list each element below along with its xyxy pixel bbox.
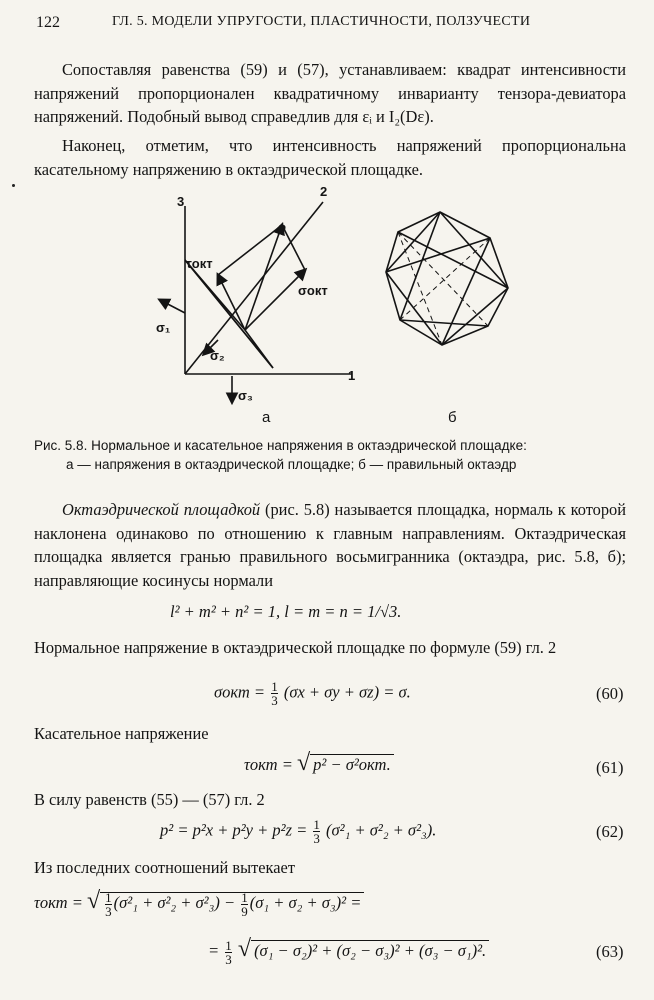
equation-62-number: (62) xyxy=(596,822,624,841)
vector-p xyxy=(245,225,282,330)
running-header: ГЛ. 5. МОДЕЛИ УПРУГОСТИ, ПЛАСТИЧНОСТИ, ПОЛЗУЧЕСТИ xyxy=(112,14,531,29)
sigma-okt-label: σокт xyxy=(298,283,328,298)
paragraph-1: Сопоставляя равенства (59) и (57), устанавливаем: квадрат интенсивности напряжений пропорционален квадратичному инварианту тензора-девиатора напряжений. Подобный вывод справедлив для εᵢ и I₂(Dε). xyxy=(34,60,626,126)
paragraph-4: Нормальное напряжение в октаэдрической площадке по формуле (59) гл. 2 xyxy=(34,638,557,657)
vector-s1 xyxy=(160,300,185,313)
axis-1-label: 1 xyxy=(348,368,356,383)
eq63-lhs: τокт = xyxy=(34,893,83,912)
eq62-lhs: p² = p²x + p²y + p²z = xyxy=(160,820,308,840)
label-it-follows: Из последних соотношений вытекает xyxy=(34,858,295,877)
eq63-radicand: (σ₁ − σ₂)² + (σ₂ − σ₃)² + (σ₃ − σ₁)². xyxy=(251,940,489,960)
equation-62 xyxy=(160,818,436,845)
term-octahedral-plane: Октаэдрической площадкой xyxy=(62,500,261,519)
p-label: p xyxy=(278,220,286,235)
equation-60 xyxy=(214,680,411,707)
equation-63-line-1: τокт = √ $\frac{1}{3}$ (σ²₁ + σ²₂ + σ²₃) − $\frac{1}{9}$ (σ₁ + σ₂ + σ₃)² = xyxy=(34,888,364,918)
eq63-fraction-2: $\frac{1}{9}$ xyxy=(241,889,248,919)
eq63-fraction-1: $\frac{1}{3}$ xyxy=(105,889,112,919)
eq60-lhs: σокт = xyxy=(214,682,266,702)
equation-61: τокт = √ p² − σ²окт. xyxy=(244,750,394,777)
tau-label: τокт xyxy=(186,256,213,271)
equation-direction-cosines: l² + m² + n² = 1, l = m = n = 1/√3. xyxy=(170,602,402,621)
axis-2-label: 2 xyxy=(320,184,328,199)
label-tangential-stress: Касательное напряжение xyxy=(34,724,209,743)
sub-a-label: а xyxy=(262,409,271,426)
paragraph-3 xyxy=(34,498,626,592)
eq60-rhs: (σx + σy + σz) = σ. xyxy=(283,682,411,702)
s3-label: σ₃ xyxy=(238,388,253,403)
paragraph-3-text: (рис. 5.8) называется площадка, нормаль к которой наклонена одинаково по отношению к главным направлениям. Октаэдрическая площадка является гранью правильного восьмигранника (октаэдра, рис. 5.8, б); направляющие косинусы нормали xyxy=(34,500,626,590)
diagram-b-octahedron xyxy=(386,212,508,345)
figure-5-8 xyxy=(140,180,540,430)
label-by-equalities: В силу равенств (55) — (57) гл. 2 xyxy=(34,790,265,809)
eq63-term-1: (σ²₁ + σ²₂ + σ²₃) − xyxy=(113,893,236,912)
equation-60-number: (60) xyxy=(596,684,624,703)
s2-label: σ₂ xyxy=(210,348,225,363)
figure-caption-line-1: Рис. 5.8. Нормальное и касательное напряжения в октаэдрической площадке: xyxy=(34,438,527,453)
eq63-fraction-3: $\frac{1}{3}$ xyxy=(225,937,232,967)
eq63-lead: = xyxy=(208,941,220,960)
equation-63-line-2: = $\frac{1}{3}$ √ (σ₁ − σ₂)² + (σ₂ − σ₃)² + (σ₃ − σ₁)². xyxy=(208,936,489,966)
vector-sigma-okt xyxy=(245,270,305,330)
sub-b-label: б xyxy=(448,409,457,426)
eq62-rhs: (σ²₁ + σ²₂ + σ²₃). xyxy=(326,820,437,840)
equation-63-number: (63) xyxy=(596,942,624,961)
s1-label: σ₁ xyxy=(156,320,171,335)
eq61-radicand: p² − σ²окт. xyxy=(310,754,394,774)
paragraph-2: Наконец, отметим, что интенсивность напряжений пропорциональна касательному напряжению в октаэдрической площадке. xyxy=(34,136,626,179)
equation-61-number: (61) xyxy=(596,758,624,777)
speck xyxy=(12,184,15,187)
diagram-a xyxy=(160,202,352,402)
figure-caption-line-2: а — напряжения в октаэдрической площадке; б — правильный октаэдр xyxy=(66,457,517,472)
eq61-lhs: τокт = xyxy=(244,755,293,774)
axis-3-label: 3 xyxy=(177,194,185,209)
eq60-fraction: $\frac{1}{3}$ xyxy=(271,679,278,708)
eq62-fraction: $\frac{1}{3}$ xyxy=(313,817,320,846)
page-number: 122 xyxy=(36,14,60,31)
eq63-term-2: (σ₁ + σ₂ + σ₃)² = xyxy=(249,893,362,912)
